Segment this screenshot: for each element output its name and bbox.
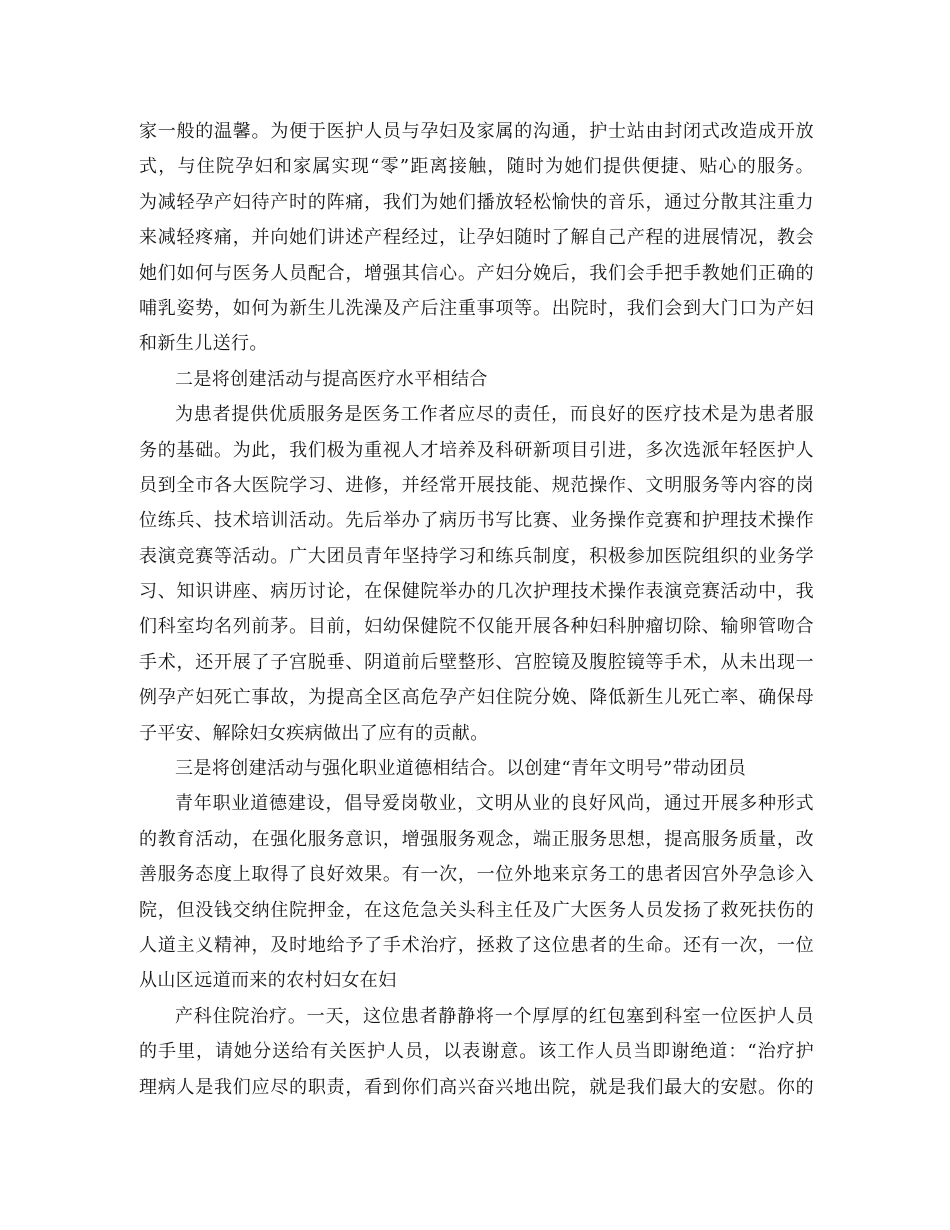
text-line: 哺乳姿势，如何为新生儿洗澡及产后注重事项等。出院时，我们会到大门口为产妇: [139, 297, 814, 319]
text-line: 子平安、解除妇女疾病做出了应有的贡献。: [139, 722, 489, 744]
text-line: 式，与住院孕妇和家属实现“零”距离接触，随时为她们提供便捷、贴心的服务。: [139, 156, 814, 178]
body-text: [139, 114, 814, 1105]
text-line: 来减轻疼痛，并向她们讲述产程经过，让孕妇随时了解自己产程的进展情况，教会: [139, 227, 814, 249]
text-line: 为患者提供优质服务是医务工作者应尽的责任，而良好的医疗技术是为患者服: [175, 404, 814, 426]
text-line: 们科室均名列前茅。目前，妇幼保健院不仅能开展各种妇科肿瘤切除、输卵管吻合: [139, 616, 814, 638]
text-line: 习、知识讲座、病历讨论，在保健院举办的几次护理技术操作表演竞赛活动中，我: [139, 581, 814, 603]
text-line: 二是将创建活动与提高医疗水平相结合: [175, 368, 488, 390]
text-line: 务的基础。为此，我们极为重视人才培养及科研新项目引进，多次选派年轻医护人: [139, 439, 814, 461]
text-line: 从山区远道而来的农村妇女在妇: [139, 970, 397, 992]
text-line: 产科住院治疗。一天，这位患者静静将一个厚厚的红包塞到科室一位医护人员: [175, 1005, 814, 1027]
text-line: 三是将创建活动与强化职业道德相结合。以创建“青年文明号”带动团员: [175, 758, 747, 780]
text-line: 例孕产妇死亡事故，为提高全区高危孕产妇住院分娩、降低新生儿死亡率、确保母: [139, 687, 814, 709]
text-line: 手术，还开展了子宫脱垂、阴道前后壁整形、宫腔镜及腹腔镜等手术，从未出现一: [139, 651, 814, 673]
text-line: 员到全市各大医院学习、进修，并经常开展技能、规范操作、文明服务等内容的岗: [139, 474, 814, 496]
text-line: 和新生儿送行。: [139, 333, 268, 355]
text-line: 善服务态度上取得了良好效果。有一次，一位外地来京务工的患者因宫外孕急诊入: [139, 864, 814, 886]
text-line: 的教育活动，在强化服务意识，增强服务观念，端正服务思想，提高服务质量，改: [139, 828, 814, 850]
text-line: 她们如何与医务人员配合，增强其信心。产妇分娩后，我们会手把手教她们正确的: [139, 262, 814, 284]
text-line: 青年职业道德建设，倡导爱岗敬业，文明从业的良好风尚，通过开展多种形式: [175, 793, 814, 815]
text-line: 人道主义精神，及时地给予了手术治疗，拯救了这位患者的生命。还有一次，一位: [139, 934, 814, 956]
text-line: 的手里，请她分送给有关医护人员，以表谢意。该工作人员当即谢绝道：“治疗护: [139, 1041, 814, 1063]
text-line: 为减轻孕产妇待产时的阵痛，我们为她们播放轻松愉快的音乐，通过分散其注重力: [139, 191, 814, 213]
text-line: 表演竞赛等活动。广大团员青年坚持学习和练兵制度，积极参加医院组织的业务学: [139, 545, 814, 567]
text-line: 院，但没钱交纳住院押金，在这危急关头科主任及广大医务人员发扬了救死扶伤的: [139, 899, 814, 921]
text-line: 理病人是我们应尽的职责，看到你们高兴奋兴地出院，就是我们最大的安慰。你的: [139, 1076, 814, 1098]
text-line: 家一般的温馨。为便于医护人员与孕妇及家属的沟通，护士站由封闭式改造成开放: [139, 121, 814, 142]
text-line: 位练兵、技术培训活动。先后举办了病历书写比赛、业务操作竞赛和护理技术操作: [139, 510, 814, 532]
